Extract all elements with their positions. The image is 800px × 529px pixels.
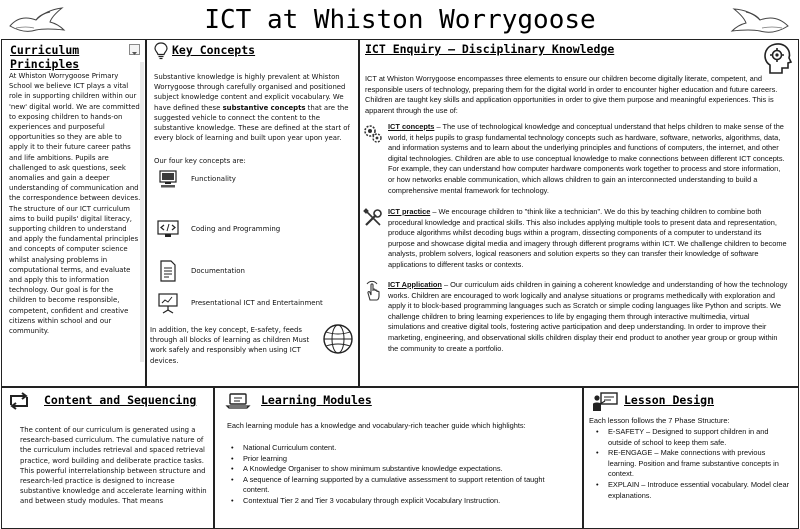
concept-functionality [155,166,236,192]
cycle-arrows-icon [7,392,31,410]
concept-coding [155,216,280,242]
lesson-design-list [592,427,792,501]
lesson-design-heading: Lesson Design [624,393,715,407]
network-globe-icon [321,322,355,356]
ict-application-title: ICT Application [388,280,442,289]
computer-icon [155,168,181,190]
concept-label: Presentational ICT and Entertainment [191,299,323,307]
presentation-icon [155,292,181,314]
list-item: • A sequence of learning supported by a cumulative assessment to support retention of taught content. [227,475,565,496]
ict-practice-paragraph [388,207,788,271]
learning-modules-heading: Learning Modules [261,393,372,407]
content-sequencing-text: The content of our curriculum is generated using a research-based curriculum. The cumulative nature of the curriculum includes retrieval and spaced retrieval practice, word building and deliberate practice tasks. This powerful interrelationship between structure and research-led practice is designed to increase substantive knowledge and accelerate learning within and between study modules. That means [20,426,207,506]
curriculum-principles-text: At Whiston Worrygoose Primary School we believe ICT plays a vital role in supporting children within our 'new' digital world. We are committed to exposing children to hands-on experiences and purposeful opportunities so they are able to apply it to their future career paths and life ambitions. Pupils are challenged to ask questions, seek anomalies and gain a deeper understanding of communication and the correspondence between devices. The structure of our ICT curriculum aims to build pupils' digital literacy, supporting children to understand and apply the fundamental principles and concepts of computer science whilst analysing problems in computational terms, and evaluate and apply this to information technology. Our goal is for the children to become responsible, competent, confident and creative citizens within school and our community. [9,72,141,336]
list-item: • Contextual Tier 2 and Tier 3 vocabulary through explicit Vocabulary Instruction. [227,496,565,507]
intro-part1: Substantive knowledge is highly prevalent at Whiston Worrygoose through carefully organised and positioned subject knowledge content and explicit vocabulary. We have defined these [154,73,346,112]
curriculum-principles-heading: Curriculum Principles [10,43,80,71]
esafety-text: In addition, the key concept, E-safety, feeds through all blocks of learning as children Must work safely and responsibly when using ICT devices. [150,326,310,365]
concept-label: Documentation [191,267,245,275]
ict-concepts-text: – The use of technological knowledge and conceptual understand that helps children to make sense of the world, it helps pupils to grasp fundamental technology concepts such as hardware, software, networks, algorithms, data, and information systems and to learn about the underlying principles and functions of computers, the internet, and other digital technologies. Children are able to use conceptual knowledge to make connections between different ICT concepts. For example, they can understand how computer hardware components work together to process and store information, or how networks enable communication, which allows children to gain an interconnected understanding to build a comprehensive mental framework for technology. [388,122,785,195]
ict-enquiry-heading: ICT Enquiry – Disciplinary Knowledge [365,42,615,56]
list-item: • A Knowledge Organiser to show minimum substantive knowledge expectations. [227,464,565,475]
concept-presentational [155,290,323,316]
concept-label: Coding and Programming [191,225,281,233]
lightbulb-icon [153,42,169,60]
list-item: • EXPLAIN – Introduce essential vocabulary. Model clear explanations. [592,480,792,501]
ict-practice-title: ICT practice [388,207,431,216]
key-concepts-panel [146,39,359,387]
ict-practice-text: – We encourage children to "think like a technician". We do this by teaching children to combine both procedural knowledge and practical skills. This also includes applying multiple tools to present data and representation, produce algorithms whilst decoding bugs within a program, dissecting components of a computer to understand its purpose and showcase digital media and imagery through different programs within ICT. We challenge children to become analysts, problem solvers, logical reasoners and solution experts so they can transfer their knowledge of software applications to different tasks or contexts. [388,207,787,269]
lesson-design-panel [583,387,799,529]
teacher-board-icon [592,392,618,412]
document-icon [155,260,181,282]
collapse-toggle-icon[interactable] [129,44,140,55]
key-concepts-heading: Key Concepts [172,43,256,57]
lesson-design-intro: Each lesson follows the 7 Phase Structure: [589,416,730,425]
gears-icon [362,122,384,144]
concept-documentation [155,258,245,284]
list-item: • National Curriculum content. [227,443,565,454]
key-concepts-intro [154,72,354,143]
laptop-icon [225,392,251,410]
list-item: • RE-ENGAGE – Make connections with previous learning. Position and frame substantive concepts in context. [592,448,792,480]
head-gear-icon [762,41,794,75]
key-concepts-list-intro: Our four key concepts are: [154,157,246,165]
ict-enquiry-intro: ICT at Whiston Worrygoose encompasses three elements to ensure our children become digitally literate, competent, and responsible users of technology, preparing them for the digital world in order to encounter higher education and future careers. Children are taught key skills and application opportunities in order to give them purpose and meaningful experiences. This is apparent through the use of: [365,74,778,115]
page-title: ICT at Whiston Worrygoose [204,5,596,35]
learning-modules-intro: Each learning module has a knowledge and vocabulary-rich teacher guide which highlights: [227,421,526,430]
goose-logo-right [726,6,792,38]
list-item: • Prior learning [227,454,565,465]
content-sequencing-heading: Content and Sequencing [44,393,197,407]
ict-concepts-title: ICT concepts [388,122,435,131]
content-sequencing-panel [1,387,214,529]
curriculum-principles-panel [1,39,146,387]
tools-icon [362,207,384,229]
scrollbar[interactable] [140,62,144,362]
intro-part2: that are the suggested vehicle to connect the content to the substantive knowledge. These are defined at the start of every block of learning and built upon year upon year. [154,103,350,143]
learning-modules-panel [214,387,583,529]
ict-application-text: – Our curriculum aids children in gaining a coherent knowledge and understanding of how the technology works. Children are encouraged to work logically and analyse situations or programs methedically with exploration and apply it to block-based programming languages such as Scratch or simple coding languages like Python and scripts. We challenge children to bring learning experiences to life by engaging them through interactive multimedia, virtual simulations and creative digital tools, fostering active participation and deep understanding. In order to improve their marketing, engineering, and observational skills children display their end product to another year group or group within the community to create a portfolio. [388,280,788,353]
list-item: • E-SAFETY – Designed to support children in and outside of school to keep them safe. [592,427,792,448]
learning-modules-list [227,443,565,507]
touch-hand-icon [362,280,384,302]
ict-application-paragraph [388,280,788,354]
concept-label: Functionality [191,175,236,183]
code-monitor-icon [155,218,181,240]
intro-bold: substantive concepts [222,103,306,112]
ict-concepts-paragraph [388,122,788,196]
